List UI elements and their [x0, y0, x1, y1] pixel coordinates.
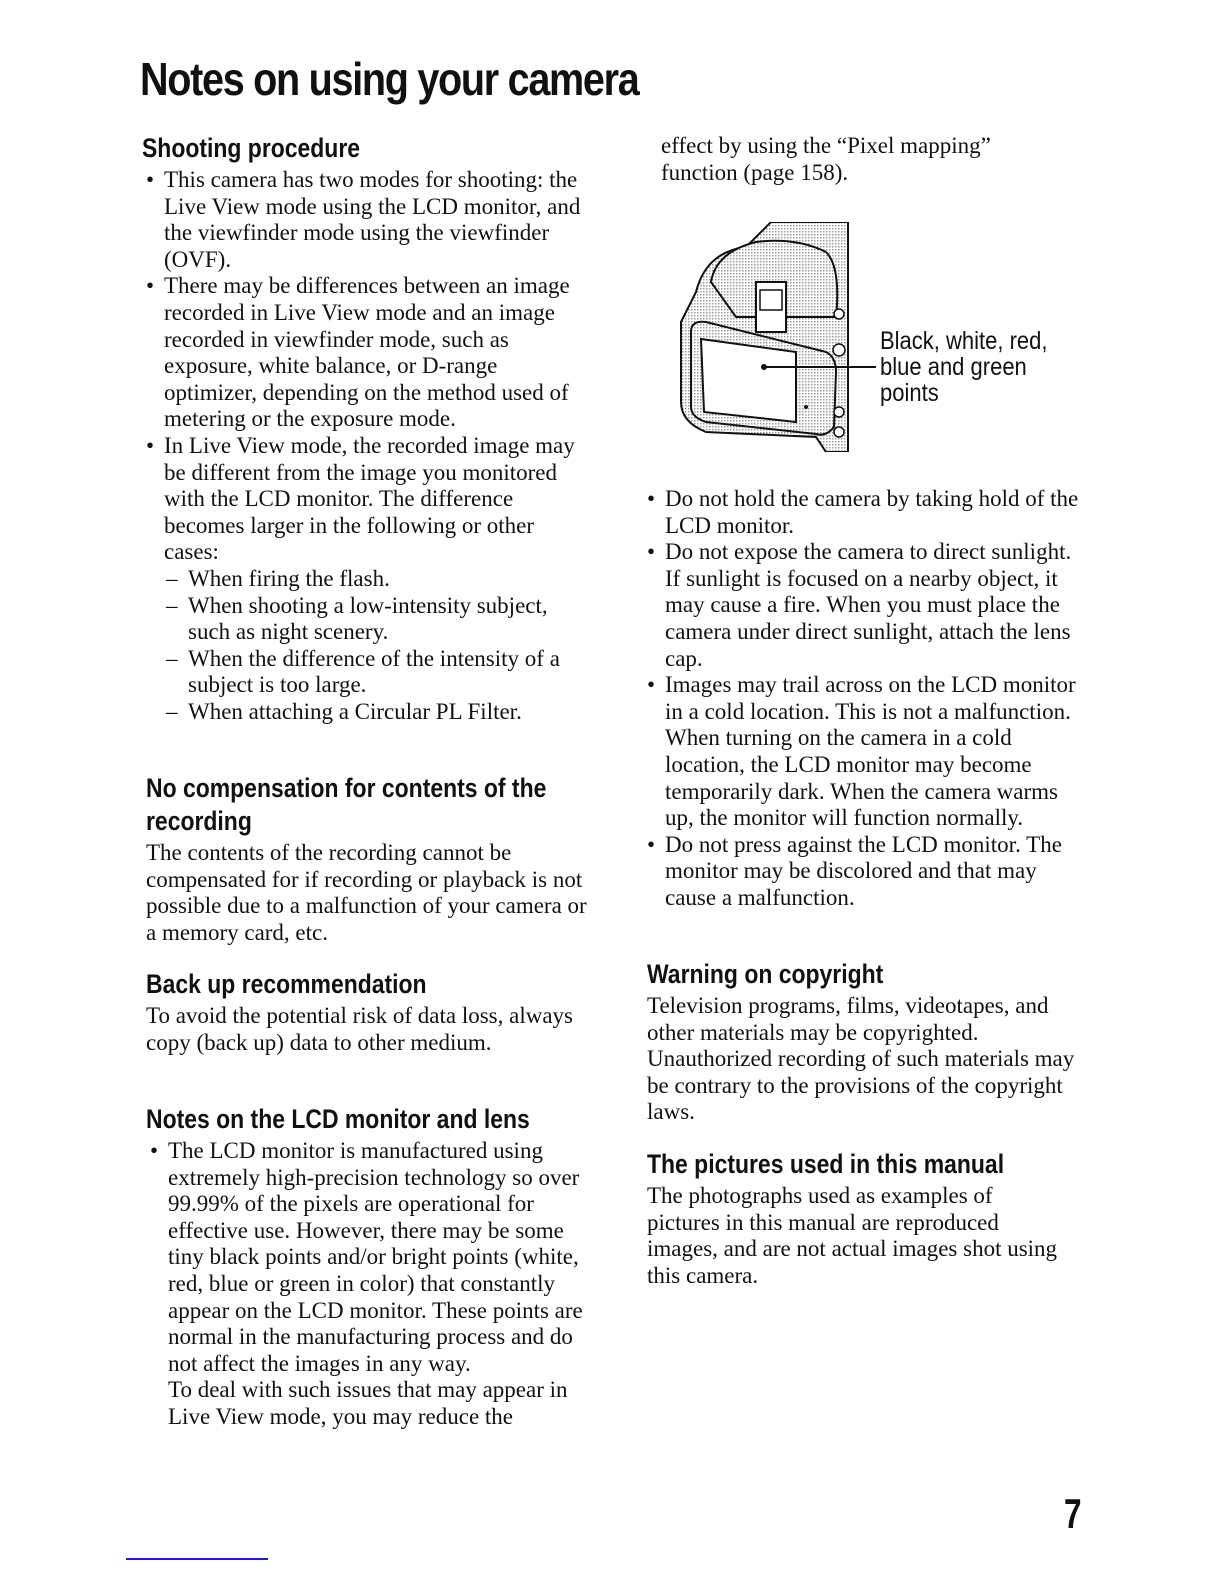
list-item: • Do not expose the camera to direct sunlight. If sunlight is focused on a nearby object, it may cause a fire. When you must place the camera under direct sunlight, attach the lens cap.: [643, 539, 1088, 672]
footer-line: [126, 1558, 268, 1560]
section-shooting-procedure: [142, 132, 592, 725]
section-heading: No compensation for contents of the recording: [146, 773, 547, 836]
dash-item: – When shooting a low-intensity subject, such as night scenery.: [142, 593, 592, 646]
bullet-list: [146, 1138, 596, 1377]
page-title: Notes on using your camera: [140, 53, 639, 105]
list-item: • Do not hold the camera by taking hold of the LCD monitor.: [643, 486, 1088, 539]
paragraph: effect by using the “Pixel mapping” function (page 158).: [661, 133, 991, 185]
list-item: • Do not press against the LCD monitor. The monitor may be discolored and that may cause a malfunction.: [643, 832, 1088, 912]
page-number: 7: [1064, 1490, 1082, 1537]
camera-back-illustration: [676, 222, 876, 452]
list-item: • In Live View mode, the recorded image may be different from the image you monitored with the LCD monitor. The difference becomes larger in the following or other cases:: [142, 433, 592, 566]
section-backup: [146, 968, 596, 1056]
section-lcd-notes: [146, 1103, 596, 1431]
paragraph: The photographs used as examples of pictures in this manual are reproduced images, and are not actual images shot using this camera.: [647, 1183, 1058, 1288]
list-item: • Images may trail across on the LCD monitor in a cold location. This is not a malfunction. When turning on the camera in a cold location, the LCD monitor may become temporarily dark. When the camera warms up, the monitor will function normally.: [643, 672, 1088, 832]
bullet-list: [142, 167, 592, 725]
section-pictures: [647, 1148, 1067, 1289]
section-no-compensation: [146, 772, 596, 946]
continuation-text: [661, 133, 1061, 186]
list-item: • This camera has two modes for shooting: the Live View mode using the LCD monitor, and the viewfinder mode using the viewfinder (OVF).: [142, 167, 592, 273]
section-heading: Shooting procedure: [142, 133, 361, 163]
section-heading: Warning on copyright: [647, 959, 884, 989]
section-copyright: [647, 958, 1092, 1126]
section-heading: Back up recommendation: [146, 969, 427, 999]
paragraph: To deal with such issues that may appear in Live View mode, you may reduce the: [168, 1377, 568, 1429]
dash-item: – When the difference of the intensity of a subject is too large.: [142, 646, 592, 699]
paragraph: To avoid the potential risk of data loss, always copy (back up) data to other medium.: [146, 1003, 573, 1055]
section-heading: Notes on the LCD monitor and lens: [146, 1104, 530, 1134]
paragraph: The contents of the recording cannot be compensated for if recording or playback is not possible due to a malfunction of your camera or a memory card, etc.: [146, 840, 587, 945]
bullet-list: [643, 486, 1088, 912]
dash-item: – When attaching a Circular PL Filter.: [142, 699, 592, 726]
figure-caption: Black, white, red, blue and green points: [880, 327, 1048, 407]
section-heading: The pictures used in this manual: [647, 1149, 1005, 1179]
paragraph: Television programs, films, videotapes, and other materials may be copyrighted. Unauthorized recording of such materials may be contrary to the provisions of the copyright laws.: [647, 993, 1075, 1125]
list-item: • The LCD monitor is manufactured using extremely high-precision technology so over 99.99% of the pixels are operational for effective use. However, there may be some tiny black points and/or bright points (white, red, blue or green in color) that constantly appear on the LCD monitor. These points are normal in the manufacturing process and do not affect the images in any way.: [146, 1138, 596, 1377]
dash-item: – When firing the flash.: [142, 566, 592, 593]
section-lcd-cautions: [643, 486, 1088, 912]
list-item: • There may be differences between an image recorded in Live View mode and an image recorded in viewfinder mode, such as exposure, white balance, or D-range optimizer, depending on the method used of metering or the exposure mode.: [142, 273, 592, 433]
